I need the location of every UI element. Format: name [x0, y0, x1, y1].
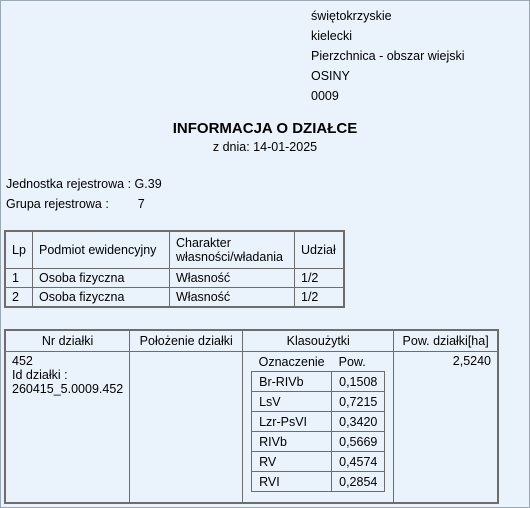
- land-class-row: [252, 372, 385, 392]
- land-class-row: [252, 472, 385, 492]
- table-cell: Własność: [170, 269, 295, 288]
- land-class-row: [252, 412, 385, 432]
- table-row: [5, 269, 344, 288]
- table-cell: Osoba fizyczna: [33, 269, 170, 288]
- land-class-area: 0,1508: [332, 372, 385, 392]
- plot-area-cell: 2,5240: [394, 352, 498, 504]
- land-class-designation: RIVb: [252, 432, 332, 452]
- subjects-header-row: [5, 231, 344, 269]
- registry-group-label: Grupa rejestrowa :: [6, 197, 109, 211]
- plot-header-row: [5, 330, 498, 352]
- plot-table: [4, 329, 499, 504]
- column-header-plot-location: Położenie działki: [130, 330, 243, 352]
- land-class-area: 0,3420: [332, 412, 385, 432]
- column-header-lp: Lp: [5, 231, 33, 269]
- land-class-header-area: Pow.: [332, 352, 385, 372]
- registry-group: [6, 197, 145, 211]
- land-class-designation: Lzr-PsVI: [252, 412, 332, 432]
- page-title: INFORMACJA O DZIAŁCE: [172, 120, 358, 137]
- land-classes-table: [251, 352, 385, 492]
- land-classes-cell: [243, 352, 394, 504]
- land-class-area: 0,4574: [332, 452, 385, 472]
- column-header-subject: Podmiot ewidencyjny: [33, 231, 170, 269]
- land-class-designation: LsV: [252, 392, 332, 412]
- registry-group-value: 7: [137, 197, 145, 211]
- column-header-share: Udział: [295, 231, 345, 269]
- table-cell: Własność: [170, 288, 295, 308]
- table-row: [5, 288, 344, 308]
- land-class-row: [252, 432, 385, 452]
- column-header-plot-area: Pow. działki[ha]: [394, 330, 498, 352]
- land-class-designation: RVI: [252, 472, 332, 492]
- plot-location-cell: [130, 352, 243, 504]
- table-cell: 2: [5, 288, 33, 308]
- land-classes-header: [252, 352, 385, 372]
- column-header-land-classes: Klasoużytki: [243, 330, 394, 352]
- table-cell: 1: [5, 269, 33, 288]
- plot-number: 452: [12, 354, 33, 368]
- location-value: świętokrzyskie: [311, 9, 392, 23]
- registry-unit-value: G.39: [134, 177, 162, 191]
- table-cell: Osoba fizyczna: [33, 288, 170, 308]
- report-date: z dnia: 14-01-2025: [212, 140, 318, 154]
- land-class-row: [252, 392, 385, 412]
- plot-row: [5, 352, 498, 504]
- plot-id-value: 260415_5.0009.452: [12, 382, 124, 396]
- land-class-designation: RV: [252, 452, 332, 472]
- land-class-area: 0,5669: [332, 432, 385, 452]
- column-header-plot-number: Nr działki: [5, 330, 130, 352]
- land-class-header-designation: Oznaczenie: [252, 352, 332, 372]
- land-class-designation: Br-RIVb: [252, 372, 332, 392]
- land-class-area: 0,7215: [332, 392, 385, 412]
- registry-unit-label: Jednostka rejestrowa :: [6, 177, 132, 191]
- location-value: 0009: [311, 89, 339, 103]
- location-value: OSINY: [311, 69, 350, 83]
- land-class-area: 0,2854: [332, 472, 385, 492]
- land-class-row: [252, 452, 385, 472]
- location-value: Pierzchnica - obszar wiejski: [311, 49, 465, 63]
- registry-unit: [6, 177, 162, 191]
- subjects-table: [4, 230, 345, 308]
- table-cell: 1/2: [295, 288, 345, 308]
- plot-id-label: Id działki :: [12, 368, 68, 382]
- location-value: kielecki: [311, 29, 352, 43]
- plot-number-cell: [5, 352, 130, 504]
- table-cell: 1/2: [295, 269, 345, 288]
- column-header-ownership: Charakter własności/władania: [170, 231, 295, 269]
